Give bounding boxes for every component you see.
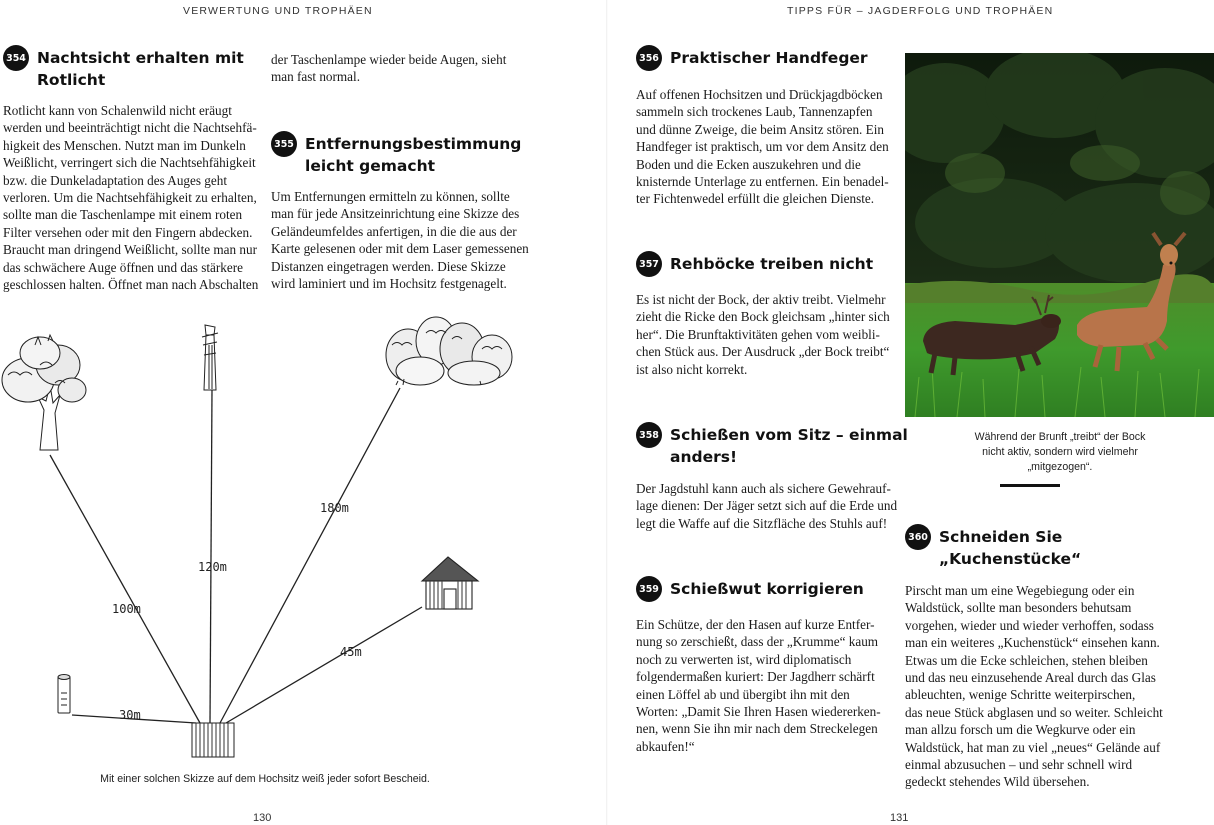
tip-360-title-line2: „Kuchenstücke“ — [939, 550, 1082, 568]
text-line: man allzu forsch um die Wegkurve oder ein — [905, 722, 1136, 738]
range-sketch — [0, 305, 540, 765]
hut-icon — [422, 557, 478, 609]
tip-356-title: Praktischer Handfeger — [670, 49, 868, 67]
tip-355-heading — [271, 133, 521, 177]
text-line: her“. Die Brunftaktivitäten gehen vom weibli- — [636, 326, 880, 342]
text-line: ter Fichtenwedel erfüllt die gleichen Dienste. — [636, 191, 875, 207]
text-line: Braucht man dringend Weißlicht, sollte man nur — [3, 242, 257, 258]
tip-360-title — [939, 526, 1081, 570]
text-line: knisternde Unterlage zu entfernen. Ein benadel- — [636, 174, 889, 190]
tip-355-title-line2: leicht gemacht — [305, 157, 436, 175]
caption-rule — [1000, 484, 1060, 487]
text-line: Rotlicht kann von Schalenwild nicht eräugt — [3, 103, 232, 118]
tree-icon — [2, 335, 86, 450]
text-line: noch zu verwerten ist, wird diplomatisch — [636, 651, 852, 667]
text-line: vorgehen, wieder und wieder verhoffen, sodass — [905, 617, 1154, 633]
text-line: wird laminiert und im Hochsitz festgenagelt. — [271, 276, 507, 292]
tip-358-body — [636, 480, 901, 532]
tip-357-title: Rehböcke treiben nicht — [670, 255, 874, 273]
tip-357-heading — [636, 253, 873, 277]
text-line: Handfeger ist praktisch, um vor dem Ansitz den — [636, 139, 889, 155]
text-line: das schwächere Auge öffnen und das stärkere — [3, 259, 243, 275]
text-line: Geländeumfeldes anfertigen, in die die aus der — [271, 223, 517, 239]
text-line: lage dienen: Der Jäger setzt sich auf die Erde und — [636, 498, 898, 514]
text-line: bzw. die Dunkeladaptation des Auges geht — [3, 172, 228, 188]
text-line: man fast normal. — [271, 69, 360, 85]
text-line: ableuchten, wenige Schritte weiterpirschen, — [905, 687, 1136, 703]
caption-line: nicht aktiv, sondern wird vielmehr — [982, 446, 1138, 458]
text-line: nung so zerschießt, dass der „Krumme“ kaum — [636, 634, 879, 650]
tip-355-body — [271, 188, 541, 292]
tip-360-heading — [905, 526, 1081, 570]
tip-354-title — [37, 47, 244, 91]
tip-356-body — [636, 86, 901, 208]
text-line: der Taschenlampe wieder beide Augen, sieht — [271, 52, 507, 67]
text-line: einen Löffel ab und übergibt ihn mit den — [636, 686, 850, 702]
text-line: verloren. Um die Nachtsehfähigkeit zu erhalten, — [3, 190, 257, 206]
tip-359-body — [636, 616, 901, 755]
text-line: legt die Waffe auf die Sitzfläche des Stuhls auf! — [636, 515, 888, 531]
bushes-icon — [386, 317, 512, 385]
text-line: Waldstück, hat man zu viel „neues“ Gelände auf — [905, 739, 1161, 755]
distance-label-120m: 120m — [198, 560, 227, 574]
text-line: sammeln sich trockenes Laub, Tannenzapfen — [636, 104, 873, 120]
text-line: nen, wenn Sie ihn mir nach dem Streckelegen — [636, 721, 878, 737]
roe-deer-photo — [905, 53, 1214, 417]
distance-label-100m: 100m — [112, 602, 141, 616]
tip-356-badge: 356 — [636, 45, 662, 71]
own-stand-icon — [192, 723, 234, 757]
tip-357-badge: 357 — [636, 251, 662, 277]
tip-357-body — [636, 291, 901, 378]
text-line: Weißlicht, verringert sich die Nachtsehfähigkeit — [3, 155, 256, 171]
marker-post-icon — [58, 675, 70, 714]
tip-358-title — [670, 424, 908, 468]
tip-360-badge: 360 — [905, 524, 931, 550]
tip-354-title-line2: Rotlicht — [37, 71, 106, 89]
tip-359-heading — [636, 578, 864, 602]
text-line: higkeit des Menschen. Nutzt man im Dunkeln — [3, 137, 246, 153]
page-number-right: 131 — [890, 812, 909, 824]
ray-45m — [226, 607, 422, 723]
text-line: Waldstück, sollte man besonders behutsam — [905, 600, 1132, 616]
text-line: gedeckt stehendes Wild übersehen. — [905, 774, 1090, 790]
tip-358-heading — [636, 424, 908, 468]
page-number-left: 130 — [253, 812, 272, 824]
photo-caption — [925, 430, 1195, 475]
tip-358-title-line2: anders! — [670, 448, 738, 466]
text-line: man für jede Ansitzeinrichtung eine Skizze des — [271, 206, 520, 222]
text-line: chen Stück aus. Der Ausdruck „der Bock treibt“ — [636, 344, 890, 360]
text-line: folgendermaßen kuriert: Der Jagdherr schärft — [636, 669, 875, 685]
text-line: Worten: „Damit Sie Ihren Hasen wiedererken- — [636, 704, 881, 720]
text-line: das neue Stück abglasen und so weiter. Schleicht — [905, 704, 1163, 720]
caption-line: Während der Brunft „treibt“ der Bock — [974, 431, 1146, 443]
caption-line: „mitgezogen“. — [1027, 461, 1093, 473]
text-line: geschlossen halten. Öffnet man nach Abschalten — [3, 277, 259, 293]
tip-360-body — [905, 582, 1210, 791]
text-line: Pirscht man um eine Wegebiegung oder ein — [905, 583, 1135, 598]
text-line: sollte man die Taschenlampe mit einem roten — [3, 207, 243, 223]
ray-100m — [50, 455, 200, 723]
tip-354-title-line1: Nachtsicht erhalten mit — [37, 49, 244, 67]
text-line: und das neu einzusehende Areal durch das Glas — [905, 670, 1156, 686]
text-line: Filter versehen oder mit den Fingern abdecken. — [3, 224, 253, 240]
roe-deer-photo-image — [905, 53, 1214, 417]
text-line: ist also nicht korrekt. — [636, 361, 748, 377]
text-line: abkaufen!“ — [636, 738, 695, 754]
distance-label-30m: 30m — [119, 708, 141, 722]
sketch-caption: Mit einer solchen Skizze auf dem Hochsitz weiß jeder sofort Bescheid. — [100, 773, 430, 785]
tip-356-heading — [636, 47, 868, 71]
text-line: Um Entfernungen ermitteln zu können, sollte — [271, 189, 510, 204]
text-line: man ein weiteres „Kuchenstück“ einsehen kann. — [905, 635, 1160, 651]
tip-358-title-line1: Schießen vom Sitz – einmal — [670, 426, 908, 444]
tip-355-title — [305, 133, 521, 177]
ray-120m — [210, 390, 212, 723]
running-head-left: VERWERTUNG UND TROPHÄEN — [183, 5, 373, 17]
text-line: einmal abzusuchen – und sehr schnell wird — [905, 757, 1133, 773]
text-line: werden und beeinträchtigt nicht die Nachtsehfä- — [3, 120, 257, 136]
text-line: und dünne Zweige, die beim Ansitz stören. Ein — [636, 121, 884, 137]
text-line: Der Jagdstuhl kann auch als sichere Gewehrauf- — [636, 481, 891, 496]
high-seat-icon — [202, 325, 218, 390]
tip-354-continuation — [271, 51, 541, 86]
tip-359-badge: 359 — [636, 576, 662, 602]
text-line: Karte gelesenen oder mit dem Laser gemessenen — [271, 241, 529, 257]
text-line: Distanzen eingetragen werden. Diese Skizze — [271, 258, 506, 274]
distance-label-45m: 45m — [340, 645, 362, 659]
text-line: Etwas um die Ecke schleichen, stehen bleiben — [905, 652, 1148, 668]
text-line: Ein Schütze, der den Hasen auf kurze Entfer- — [636, 617, 875, 632]
tip-360-title-line1: Schneiden Sie — [939, 528, 1063, 546]
running-head-right: TIPPS FÜR – JAGDERFOLG UND TROPHÄEN — [787, 5, 1054, 17]
tip-354-body — [3, 102, 265, 293]
text-line: Auf offenen Hochsitzen und Drückjagdböcken — [636, 87, 883, 102]
tip-354-badge: 354 — [3, 45, 29, 71]
tip-355-title-line1: Entfernungsbestimmung — [305, 135, 522, 153]
right-page — [607, 0, 1214, 825]
distance-label-180m: 180m — [320, 501, 349, 515]
tip-354-heading — [3, 47, 244, 91]
text-line: Boden und die Ecken auszukehren und die — [636, 156, 861, 172]
tip-355-badge: 355 — [271, 131, 297, 157]
text-line: zieht die Ricke den Bock gleichsam „hinter sich — [636, 309, 890, 325]
text-line: Es ist nicht der Bock, der aktiv treibt. Vielmehr — [636, 292, 886, 307]
tip-359-title: Schießwut korrigieren — [670, 580, 864, 598]
tip-358-badge: 358 — [636, 422, 662, 448]
